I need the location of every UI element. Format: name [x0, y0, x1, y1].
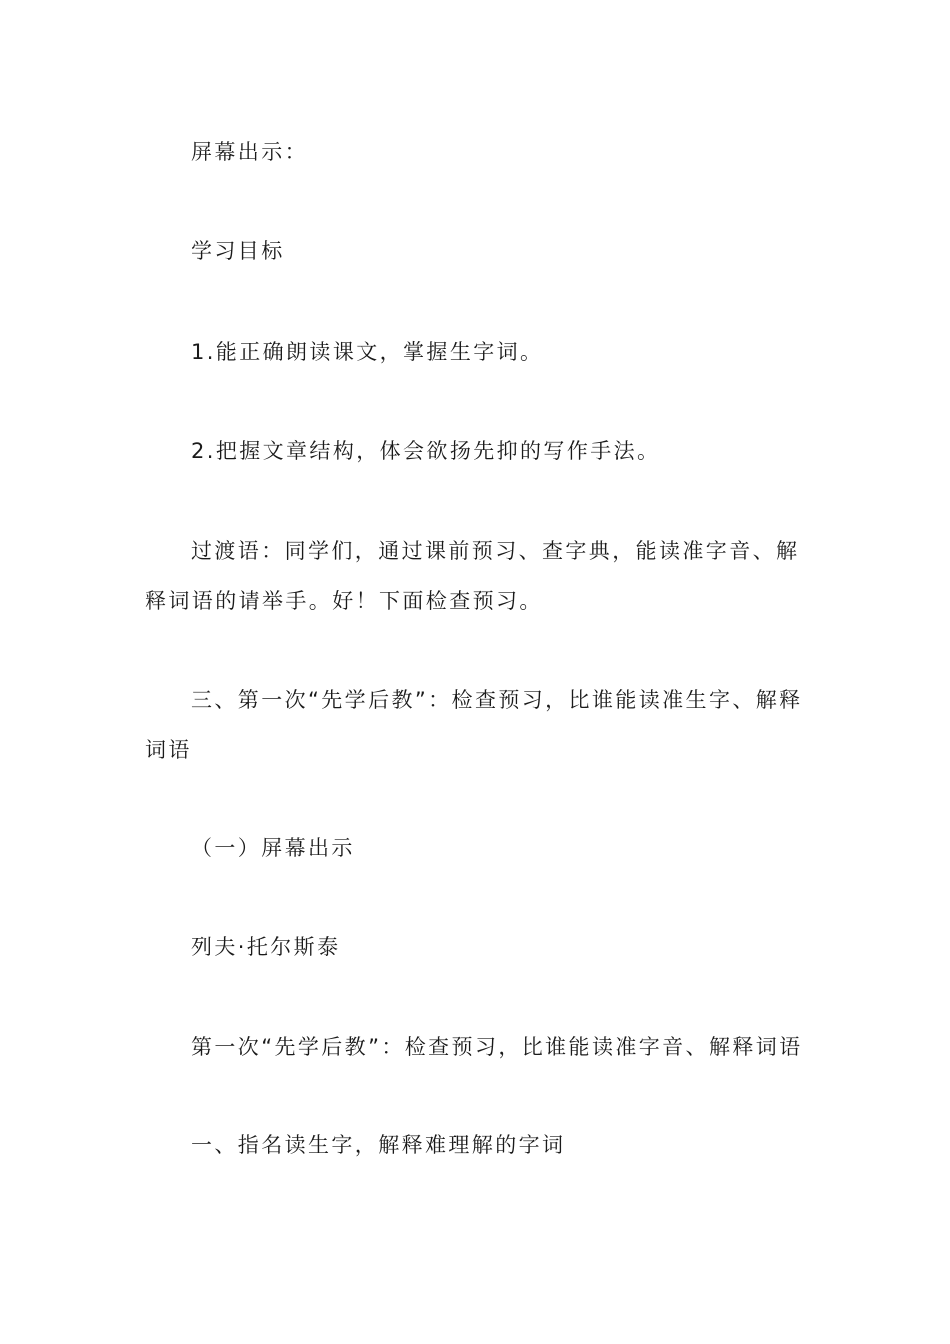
- paragraph-author: 列夫·托尔斯泰: [191, 935, 341, 959]
- paragraph-learning-goals: 学习目标: [191, 239, 285, 263]
- paragraph-goal-1: 1.能正确朗读课文，掌握生字词。: [191, 340, 544, 364]
- paragraph-section-three: 三、第一次“先学后教”：检查预习，比谁能读准生字、解释词语: [145, 688, 803, 762]
- paragraph-read-characters: 一、指名读生字，解释难理解的字词: [191, 1133, 566, 1157]
- paragraph-transition: 过渡语：同学们，通过课前预习、查字典，能读准字音、解释词语的请举手。好！下面检查预习。: [145, 539, 800, 613]
- paragraph-first-teaching: 第一次“先学后教”：检查预习，比谁能读准字音、解释词语: [191, 1035, 803, 1059]
- paragraph-screen-display: 屏幕出示：: [191, 140, 308, 164]
- paragraph-goal-2: 2.把握文章结构，体会欲扬先抑的写作手法。: [191, 439, 661, 463]
- paragraph-subsection-one: （一）屏幕出示: [191, 836, 355, 860]
